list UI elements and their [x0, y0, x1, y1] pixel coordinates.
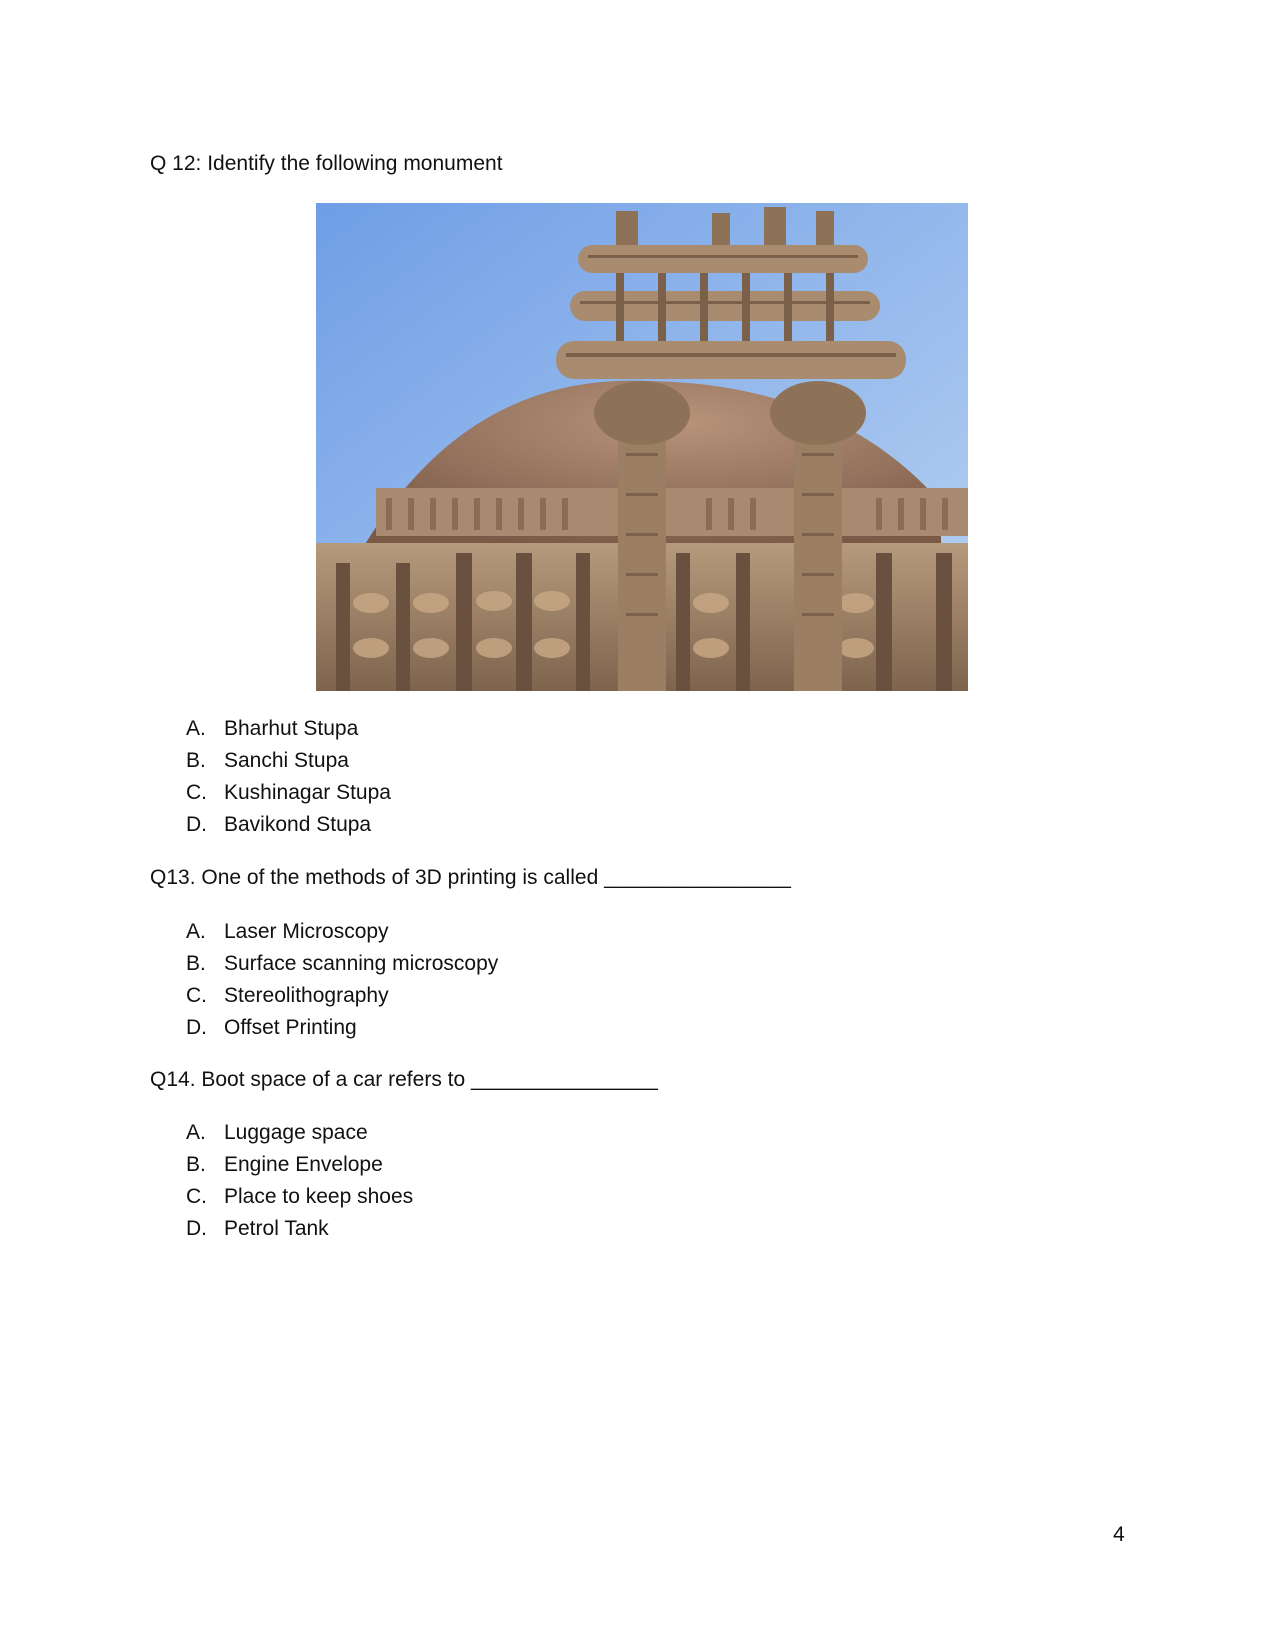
question-13-text: Q13. One of the methods of 3D printing is called ________________ — [150, 866, 791, 889]
option-text: Offset Printing — [224, 1016, 357, 1039]
question-12-options — [186, 713, 391, 841]
option: B. Sanchi Stupa — [186, 745, 391, 777]
option: D. Bavikond Stupa — [186, 809, 391, 841]
option-text: Bavikond Stupa — [224, 813, 372, 836]
option: D. Petrol Tank — [186, 1213, 413, 1245]
option-text: Luggage space — [224, 1121, 368, 1144]
option-text: Stereolithography — [224, 984, 389, 1007]
option: B. Surface scanning microscopy — [186, 948, 498, 980]
option: A. Bharhut Stupa — [186, 713, 391, 745]
option-text: Bharhut Stupa — [224, 717, 359, 740]
option: C. Place to keep shoes — [186, 1181, 413, 1213]
option: B. Engine Envelope — [186, 1149, 413, 1181]
option-text: Kushinagar Stupa — [224, 781, 391, 804]
option: A. Laser Microscopy — [186, 916, 498, 948]
option: C. Stereolithography — [186, 980, 498, 1012]
option-text: Engine Envelope — [224, 1153, 383, 1176]
question-13-options — [186, 916, 498, 1044]
question-14-text: Q14. Boot space of a car refers to ________________ — [150, 1068, 658, 1091]
option: C. Kushinagar Stupa — [186, 777, 391, 809]
option: D. Offset Printing — [186, 1012, 498, 1044]
option-text: Surface scanning microscopy — [224, 952, 499, 975]
page-number: 4 — [1113, 1523, 1125, 1546]
option-text: Sanchi Stupa — [224, 749, 349, 772]
option-text: Petrol Tank — [224, 1217, 329, 1240]
option-text: Laser Microscopy — [224, 920, 389, 943]
question-12-text: Q 12: Identify the following monument — [150, 152, 503, 175]
option-text: Place to keep shoes — [224, 1185, 414, 1208]
question-14-options — [186, 1117, 413, 1245]
option: A. Luggage space — [186, 1117, 413, 1149]
monument-photo — [316, 203, 968, 691]
